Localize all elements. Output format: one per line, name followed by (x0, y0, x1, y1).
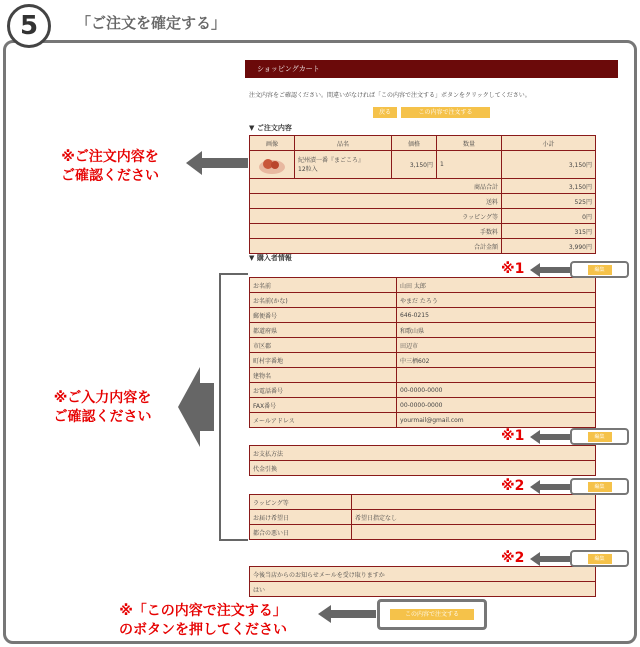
delivery-value: 希望日指定なし (352, 510, 596, 525)
delivery-value (352, 525, 596, 540)
buyer-label: お電話番号 (250, 383, 397, 398)
total-value: 3,990円 (502, 239, 596, 254)
callout-button-line2: のボタンを押してください (119, 622, 287, 638)
total-label: ラッピング等 (250, 209, 502, 224)
delivery-label: ラッピング等 (250, 495, 352, 510)
newsletter-answer: はい (250, 582, 596, 597)
buyer-value: 中三栖602 (397, 353, 596, 368)
total-row (250, 239, 596, 254)
order-table (249, 135, 596, 254)
total-label: 商品合計 (250, 179, 502, 194)
edit-payment-button[interactable] (570, 428, 629, 445)
back-button[interactable]: 戻る (373, 107, 397, 118)
buyer-label: 郵便番号 (250, 308, 397, 323)
callout-button-line1: ※「この内容で注文する」 (119, 603, 287, 619)
note-mark: ※1 (501, 261, 525, 277)
buyer-row (250, 398, 596, 413)
edit-newsletter-button[interactable] (570, 550, 629, 567)
cart-header: ショッピングカート (245, 60, 618, 78)
edit-label: 編集 (588, 432, 612, 442)
input-bracket (210, 272, 250, 542)
edit-label: 編集 (588, 554, 612, 564)
note-mark: ※2 (501, 478, 525, 494)
callout-input-line1: ※ご入力内容を (53, 390, 152, 406)
delivery-label: 都合の悪い日 (250, 525, 352, 540)
item-name-cell (295, 151, 392, 179)
order-header-row (250, 136, 596, 151)
total-label: 送料 (250, 194, 502, 209)
delivery-table (249, 494, 596, 540)
total-row (250, 209, 596, 224)
total-value: 525円 (502, 194, 596, 209)
arrow-left-icon (530, 263, 570, 277)
note-mark: ※1 (501, 428, 525, 444)
buyer-row (250, 293, 596, 308)
buyer-row (250, 308, 596, 323)
total-value: 3,150円 (502, 179, 596, 194)
col-image: 画像 (250, 136, 295, 151)
item-price: 3,150円 (392, 151, 437, 179)
col-price: 価格 (392, 136, 437, 151)
step-number-badge: 5 (7, 4, 51, 48)
buyer-row (250, 338, 596, 353)
buyer-row (250, 323, 596, 338)
arrow-left-icon (318, 605, 376, 623)
col-qty: 数量 (437, 136, 502, 151)
buyer-value: やまだ たろう (397, 293, 596, 308)
total-row (250, 224, 596, 239)
buyer-label: FAX番号 (250, 398, 397, 413)
arrow-left-icon (178, 367, 214, 447)
total-value: 315円 (502, 224, 596, 239)
callout-check-order (30, 148, 190, 186)
buyer-value: 00-0000-0000 (397, 398, 596, 413)
confirm-button-highlight (377, 599, 487, 630)
order-item-row (250, 151, 596, 179)
callout-press-button (88, 602, 318, 640)
arrow-left-icon (530, 480, 570, 494)
buyer-section-title: ▼ 購入者情報 (249, 254, 292, 262)
buyer-value (397, 368, 596, 383)
delivery-row (250, 495, 596, 510)
buyer-label: メールアドレス (250, 413, 397, 428)
item-name-line2: 12粒入 (298, 165, 318, 173)
edit-label: 編集 (588, 265, 612, 275)
total-label: 合計金額 (250, 239, 502, 254)
callout-input-line2: ご確認ください (53, 409, 152, 425)
buyer-value: 和歌山県 (397, 323, 596, 338)
delivery-row (250, 525, 596, 540)
step-title: 「ご注文を確定する」 (76, 14, 227, 32)
col-name: 品名 (295, 136, 392, 151)
delivery-label: お届け希望日 (250, 510, 352, 525)
buyer-table (249, 277, 596, 428)
buyer-label: 市区郡 (250, 338, 397, 353)
buyer-label: 都道府県 (250, 323, 397, 338)
total-value: 0円 (502, 209, 596, 224)
buyer-label: 町村字番地 (250, 353, 397, 368)
buyer-label: 建物名 (250, 368, 397, 383)
order-section-title: ▼ ご注文内容 (249, 124, 292, 132)
edit-label: 編集 (588, 482, 612, 492)
payment-value: 代金引換 (250, 461, 596, 476)
newsletter-table (249, 566, 596, 597)
callout-order-line1: ※ご注文内容を (61, 149, 159, 165)
confirm-order-button-bottom[interactable]: この内容で注文する (390, 609, 474, 620)
note-mark: ※2 (501, 550, 525, 566)
edit-buyer-button[interactable] (570, 261, 629, 278)
total-row (250, 179, 596, 194)
cart-intro-text: 注文内容をご確認ください。間違いがなければ「この内容で注文する」ボタンをクリックしてください。 (249, 92, 531, 99)
buyer-value: 646-0215 (397, 308, 596, 323)
total-row (250, 194, 596, 209)
product-image (257, 153, 287, 175)
arrow-left-icon (530, 430, 570, 444)
delivery-row (250, 510, 596, 525)
callout-check-input (25, 389, 180, 427)
buyer-row (250, 413, 596, 428)
buyer-value: 田辺市 (397, 338, 596, 353)
delivery-value (352, 495, 596, 510)
buyer-row (250, 278, 596, 293)
item-subtotal: 3,150円 (502, 151, 596, 179)
buyer-value: 00-0000-0000 (397, 383, 596, 398)
payment-table (249, 445, 596, 476)
payment-label: お支払方法 (250, 446, 596, 461)
confirm-order-button-top[interactable]: この内容で注文する (401, 107, 490, 118)
edit-delivery-button[interactable] (570, 478, 629, 495)
item-image-cell (250, 151, 295, 179)
arrow-left-icon (530, 552, 570, 566)
item-name-line1: 紀州漬一番『まごころ』 (298, 156, 365, 164)
buyer-row (250, 383, 596, 398)
buyer-value: yourmail@gmail.com (397, 413, 596, 428)
item-qty: 1 (437, 151, 502, 179)
total-label: 手数料 (250, 224, 502, 239)
buyer-value: 山田 太郎 (397, 278, 596, 293)
arrow-left-icon (186, 150, 248, 176)
buyer-row (250, 353, 596, 368)
buyer-label: お名前 (250, 278, 397, 293)
callout-order-line2: ご確認ください (61, 168, 159, 184)
newsletter-question: 今後当店からのお知らせメールを受け取りますか (250, 567, 596, 582)
buyer-row (250, 368, 596, 383)
buyer-label: お名前(かな) (250, 293, 397, 308)
col-subtotal: 小計 (502, 136, 596, 151)
